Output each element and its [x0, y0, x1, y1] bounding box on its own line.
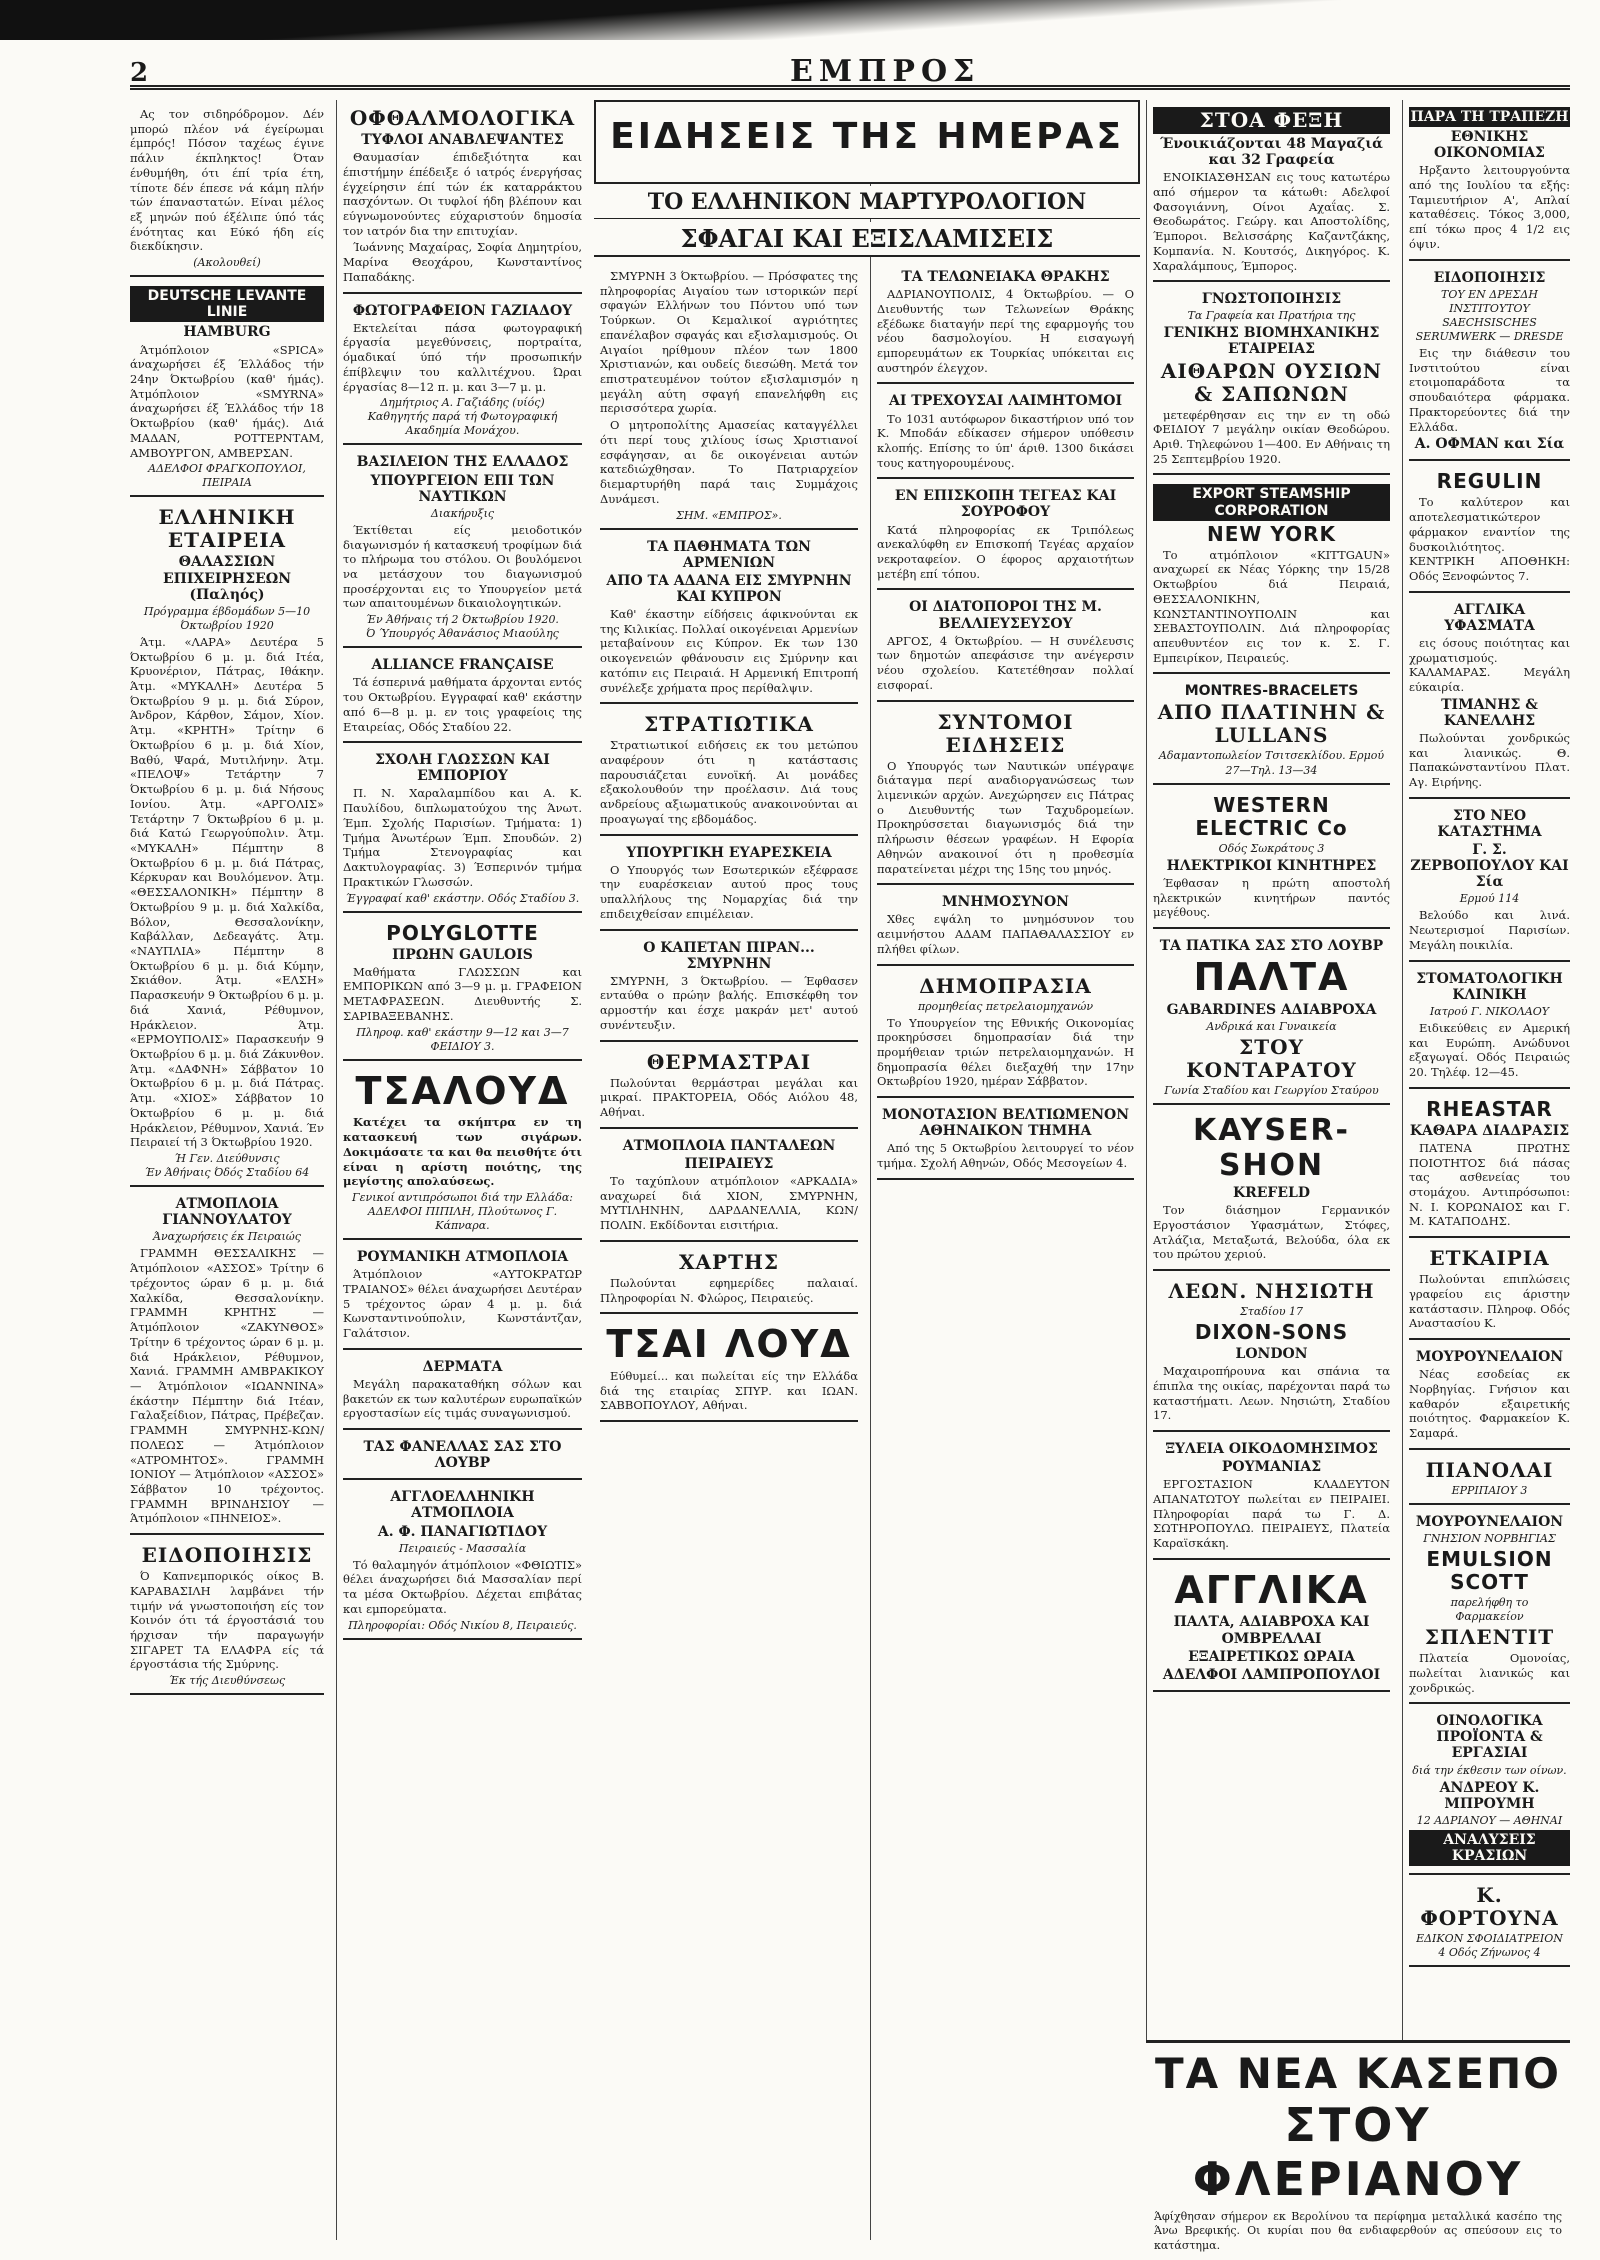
announce-title: ΓΝΩΣΤΟΠΟΙΗΣΙΣ [1201, 291, 1342, 308]
stoa-text: ΕΝΟΙΚΙΑΣΘΗΣΑΝ εις τους κατωτέρω από σήμερον τα κάτωθι: Αδελφοί Φασογιάννη, Οίνοι Αχαΐας. Σ. Θεοδωράτος. Γεώργ. και Αποστολίδης, Έμποροι. Βελισσάρης Καζαντζάκης, Κομπανία. Ν. Κουτσός, Δικηγόρος. Κ. Χαραλάμπους, Έμπορος. [1153, 170, 1390, 273]
polyglotte-text: Μαθήματα ΓΛΩΣΣΩΝ και ΕΜΠΟΡΙΚΩΝ από 3—9 μ. μ. ΓΡΑΦΕΙΟΝ ΜΕΤΑΦΡΑΣΕΩΝ. Διευθυντής Σ. ΣΑΡΙΒΑΞΕΒΑΝΗΣ. [343, 964, 582, 1023]
pasha-title: Ο ΚΑΠΕΤΑΝ ΠΙΡΑΝ... ΣΜΥΡΝΗΝ [643, 939, 815, 972]
column-2 [336, 100, 588, 2240]
levante-title: DEUTSCHE LEVANTE LINIE [130, 286, 324, 322]
announce-text: Τα Γραφεία και Πρατήρια της [1187, 309, 1356, 323]
wine-seller: ΑΝΔΡΕΟΥ Κ. ΜΠΡΟΥΜΗ [1439, 1779, 1540, 1812]
mouroun-text: Νέας εσοδείας εκ Νορβηγίας. Γνήσιον και καθαρόν εξαιρετικής ποιότητος. Φαρμακείον Κ. Σαμαρά. [1409, 1367, 1570, 1440]
fleriano-line-2: ΣΤΟΥ ΦΛΕΡΙΑΝΟΥ [1192, 2098, 1524, 2206]
tsaloud-agent: Γενικοί αντιπρόσωποι διά την Ελλάδα: ΑΔΕΛΦΟΙ ΠΙΠΙΛΗ, Πλούτωνος Γ. Κάπναρα. [351, 1190, 574, 1233]
levante-text: Άτμόπλοιον «SPICA» άναχωρήσει έξ Έλλάδος τήν 24ην Όκτωβρίου (καθ' ήμάς). Άτμόπλοιον «SMYRNA» άναχωρήσει έξ Έλλάδος τήν 18 Όκτωβρίου (καθ' ήμάς). Διά ΜΑΔΑΝ, ΡΟΤΤΕΡΝΤΑΜ, ΑΜΒΟΥΡΓΟΝ, ΑΜΒΕΡΣΑΝ. [130, 342, 324, 460]
leather-text: Μεγάλη παρακαταθήκη σόλων και βακετών εκ των καλυτέρων ευρωπαϊκών εργοστασίων είς τιμάς συναγωνισμού. [343, 1377, 582, 1421]
bank-title: ΠΑΡΑ ΤΗ ΤΡΑΠΕΖΗ [1409, 107, 1570, 127]
company-text: Πωλούνται επιπλώσεις γραφείου εις άριστην κατάστασιν. Πληροφ. Οδός Αναστασίου Κ. [1409, 1272, 1570, 1331]
western-subtitle: ΗΛΕΚΤΡΙΚΟΙ ΚΙΝΗΤΗΡΕΣ [1166, 857, 1377, 874]
watches-title: MONTRES-BRACELETS [1184, 683, 1359, 700]
stoa-title: ΣΤΟΑ ΦΕΞΗ [1153, 107, 1390, 134]
photo-address: Καθηγητής παρά τή Φωτογραφική Ακαδημία Μονάχου. [367, 410, 558, 438]
levante-agents: ΑΔΕΛΦΟΙ ΦΡΑΓΚΟΠΟΥΛΟΙ, ΠΕΙΡΑΙΑ [148, 462, 306, 490]
timanis-title: ΤΙΜΑΝΗΣ & ΚΑΝΕΛΛΗΣ [1441, 696, 1538, 729]
auction-subtitle: προμηθείας πετρελαιομηχανών [917, 999, 1094, 1013]
cabinet-text: Ο Υπουργός των Εσωτερικών εξέφρασε την ευαρέσκειαν αυτού προς τους υπαλλήλους της Νομαρχίας διά την επιδειχθείσαν επιμέλειαν. [600, 862, 858, 921]
fleriano-ad [1146, 2040, 1570, 2252]
tsai-text: Εύθυμεί... και πωλείται είς την Ελλάδα διά της εταιρίας ΣΠΥΡ. και ΙΩΑΝ. ΣΑΒΒΟΠΟΥΛΟΥ, Αθήναι. [600, 1368, 858, 1413]
new-shop-subtitle: Γ. Σ. ΖΕΡΒΟΠΟΥΛΟΥ ΚΑΙ Σία [1410, 842, 1569, 891]
papers-text: Πωλούνται εφημερίδες παλαιαί. Πληροφορίαι Ν. Φλώρος, Πειραιεύς. [600, 1275, 858, 1305]
column-4 [870, 100, 1140, 2240]
main-headline: ΤΟ ΕΛΛΗΝΙΚΟΝ ΜΑΡΤΥΡΟΛΟΓΙΟΝ [594, 186, 1140, 219]
dixon-title: DIXON-SONS [1194, 1320, 1349, 1345]
romanian-title: ΡΟΥΜΑΝΙΚΗ ΑΤΜΟΠΛΟΙΑ [356, 1249, 569, 1266]
giannoulatos-title: ΑΤΜΟΠΛΟΙΑ ΓΙΑΝΝΟΥΛΑΤΟΥ [162, 1196, 292, 1229]
fortouna-title: Κ. ΦΟΡΤΟΥΝΑ [1420, 1883, 1559, 1931]
mouroun-title: ΜΟΥΡΟΥΝΕΛΑΙΟΝ [1415, 1348, 1564, 1365]
column-6 [1402, 100, 1570, 2240]
timanis-text: Πωλούνται χονδρικώς και λιανικώς. Θ. Παπακώνσταντίνου Πλατ. Αγ. Ειρήνης. [1409, 730, 1570, 790]
belisarios-text: ΑΡΓΟΣ, 4 Όκτωβρίου. — Η συνέλευσις των δημοτών απεφάσισε την ανέγερσιν νέου σχολείου. Κατετέθησαν πολλαί εισφοραί. [877, 633, 1134, 692]
memorial-title: ΜΝΗΜΟΣΥΝΟΝ [942, 894, 1069, 911]
tsai-title: ΤΣΑΙ ΛΟΥΔ [606, 1322, 852, 1367]
fleriano-text: Άφίχθησαν σήμερον εκ Βερολίνου τα περίφημα μεταλλικά κασέπο της Άνω Βρεφικής. Οι κυρίαι που θα ενδιαφερθούν ας σπεύσουν εις το κατάστημα. [1154, 2210, 1562, 2252]
ophth-text: Θαυμασίαν έπιδεξιότητα και έπιστήμην έπέδειξε ό ιατρός ένεργήσας έγχείρησιν έπί τών έκ καταρράκτου πασχόντων. Οι τυφλοί ήδη βλέπουν και εύγνωμονούντες εύχαριστούν δημοσία τον ιατρόν δια την επιτυχίαν. [343, 150, 582, 238]
piano-title: ΠΙΑΝΟΛΑΙ [1425, 1457, 1554, 1482]
masthead: ΕΜΠΡΟΣ [790, 54, 981, 89]
nisioti-title: ΛΕΩΝ. ΝΗΣΙΩΤΗ [1168, 1278, 1375, 1303]
kayser-text: Τον διάσημον Γερμανικόν Εργοστάσιον Υφασμάτων, Στόφες, Ατλάζια, Μεταξωτά, Βελούδα, όλα εκ του πρώτου χεριού. [1153, 1203, 1390, 1262]
army-title: ΣΤΡΑΤΙΩΤΙΚΑ [644, 712, 814, 737]
hellenic-direction: Ή Γεν. Διεύθυνσις [174, 1152, 280, 1166]
regulin-text: Το καλύτερον και αποτελεσματικώτερον φάρμακον εναντίον της δυσκοιλιότητος. ΚΕΝΤΡΙΚΗ ΑΠΟΘΗΚΗ: Οδός Ξενοφώντος 7. [1409, 495, 1570, 583]
school-address: Έγγραφαί καθ' εκάστην. Οδός Σταδίου 3. [345, 891, 580, 905]
navy-date: Έν Άθήναις τή 2 Όκτωβρίου 1920. [366, 613, 559, 627]
cabinet-title: ΥΠΟΥΡΓΙΚΗ ΕΥΑΡΕΣΚΕΙΑ [626, 844, 832, 861]
navy-label: Διακήρυξις [430, 506, 495, 520]
coats-subtitle: GABARDINES ΑΔΙΑΒΡΟΧΑ [1166, 1001, 1377, 1018]
monotype-title: ΜΟΝΟΤΑΣΙΟΝ ΒΕΛΤΙΩΜΕΝΟΝ ΑΘΗΝΑΙΚΟΝ ΤΗΜΗΑ [881, 1107, 1130, 1140]
emulsion-line: παρελήφθη το [1450, 1595, 1529, 1609]
piano-subtitle: ΕΡΡΙΠΑΙΟΥ 3 [1451, 1483, 1528, 1497]
wine-title: ΟΙΝΟΛΟΓΙΚΑ ΠΡΟΪΟΝΤΑ & ΕΡΓΑΣΙΑΙ [1436, 1713, 1543, 1762]
page-header [130, 56, 1570, 90]
notice-body: Εις την διάθεσιν του Ινστιτούτου είναι ετοιμοπαράδοτα τα σπουδαιότερα φάρμακα. Πρακτορεύοντες διά την Ελλάδα. [1409, 346, 1570, 434]
hellenic-subtitle: ΘΑΛΑΣΣΙΩΝ ΕΠΙΧΕΙΡΗΣΕΩΝ (Παληός) [162, 554, 292, 603]
bank-text: Ηρξαντο λειτουργούντα από της Ιουλίου τα εξής: Ταμιευτήριον Α', Απλαί καταθέσεις. Τόκος 3,000, επί τόκω προς 4 1/2 εις όψιν. [1409, 163, 1570, 251]
rheastar-title: RHEASTAR [1426, 1096, 1553, 1121]
monotype-text: Από της 5 Οκτωβρίου λειτουργεί το νέον τμήμα. Σχολή Αθηνών, Οδός Μεσογείων 4. [877, 1141, 1134, 1171]
news-sign: ΣΗΜ. «ΕΜΠΡΟΣ». [676, 508, 782, 522]
wood-text: ΕΡΓΟΣΤΑΣΙΟΝ ΚΛΑΔΕΥΤΟΝ ΑΠΑΝΑΤΩΤΟΥ πωλείται εν ΠΕΙΡΑΙΕΙ. Πληροφορίαι παρά τω Γ. Δ. ΣΩΤΗΡΟΠΟΥΛΩ. ΠΕΙΡΑΙΕΥΣ, Πλατεία Καραϊσκάκη. [1153, 1477, 1390, 1551]
thrace-text: ΑΔΡΙΑΝΟΥΠΟΛΙΣ, 4 Όκτωβρίου. — Ο Διευθυντής των Τελωνείων Θράκης εξέδωκε διαταγήν περί της εφαρμογής του νέου δασμολογίου. Η εισαγωγή εμπορευμάτων εκ Τουρκίας υπόκειται εις αυστηρόν έλεγχον. [877, 287, 1134, 375]
dental-title: ΣΤΟΜΑΤΟΛΟΓΙΚΗ ΚΛΙΝΙΚΗ [1416, 970, 1563, 1003]
new-shop-title: ΣΤΟ ΝΕΟ ΚΑΤΑΣΤΗΜΑ [1437, 807, 1542, 840]
alliance-text: Τά έσπερινά μαθήματα άρχονται εντός του Οκτωβρίου. Εγγραφαί καθ' εκάστην από 6—8 μ. μ. εν τοις γραφείοις της Εταιρείας, Οδός Σταδίου 22. [343, 675, 582, 734]
navy-title: ΒΑΣΙΛΕΙΟΝ ΤΗΣ ΕΛΛΑΔΟΣ [356, 454, 569, 471]
dixon-city: LONDON [1235, 1346, 1308, 1363]
thrace-title: ΤΑ ΤΕΛΩΝΕΙΑΚΑ ΘΡΑΚΗΣ [901, 269, 1110, 285]
rheastar-text: ΠΑΤΕΝΑ ΠΡΩΤΗΣ ΠΟΙΟΤΗΤΟΣ διά πάσας τας ασθενείας του στομάχου. Αντιπρόσωποι: Ν. Ι. ΚΟΡΩΝΑΙΟΣ και Γ. Μ. ΚΑΤΑΠΟΔΗΣ. [1409, 1140, 1570, 1229]
scan-edge-band [0, 0, 1600, 40]
leather-title: ΔΕΡΜΑΤΑ [422, 1358, 503, 1375]
pasha-text: ΣΜΥΡΝΗ, 3 Όκτωβρίου. — Έφθασεν ενταύθα ο πρώην βαλής. Επισκέφθη τον αρμοστήν και έσχε μακράν μετ' αυτού συνέντευξιν. [600, 973, 858, 1032]
notices-title: ΕΙΔΟΠΟΙΗΣΙΣ [141, 1543, 313, 1568]
notice-subtitle: ΤΟΥ ΕΝ ΔΡΕΣΔΗ ΙΝΣΤΙΤΟΥΤΟΥ SAECHSISCHES SERUMWERK — DRESDE [1415, 287, 1564, 343]
news-banner [594, 100, 1140, 184]
ophth-subtitle: ΤΥΦΛΟΙ ΑΝΑΒΛΕΨΑΝΤΕΣ [361, 132, 564, 148]
court-text: Κατά πληροφορίας εκ Τριπόλεως ανεκαλύφθη εν Επισκοπή Τεγέας αρχαίον νεκροταφείον. Ο έφορος αρχαιοτήτων μετέβη επί τόπου. [877, 522, 1134, 581]
polyglotte-title: POLYGLOTTE [386, 920, 539, 945]
wood-title: ΞΥΛΕΙΑ ΟΙΚΟΔΟΜΗΣΙΜΟΣ [1165, 1441, 1378, 1458]
news-banner-title: ΕΙΔΗΣΕΙΣ ΤΗΣ ΗΜΕΡΑΣ [610, 116, 1124, 157]
emulsion-title: EMULSION SCOTT [1426, 1546, 1553, 1594]
english-subtitle-2: ΕΞΑΙΡΕΤΙΚΩΣ ΩΡΑΙΑ [1188, 1648, 1355, 1665]
wine-text: διά την έκθεσιν των οίνων. [1412, 1763, 1567, 1777]
kontaratos-address: Γωνία Σταδίου και Γεωργίου Σταύρου [1164, 1083, 1379, 1097]
pantaleon-text: Το ταχύπλουν ατμόπλοιον «ΑΡΚΑΔΙΑ» αναχωρεί διά ΧΙΟΝ, ΣΜΥΡΝΗΝ, ΜΥΤΙΛΗΝΗΝ, ΔΑΡΔΑΝΕΛΛΙΑ, ΚΩΝ/ΠΟΛΙΝ. Εκδίδονται εισιτήρια. [600, 1173, 858, 1233]
anglo-subtitle: Α. Φ. ΠΑΝΑΓΙΩΤΙΔΟΥ [377, 1523, 548, 1540]
kayser-title: KAYSER-SHON [1193, 1113, 1350, 1183]
polyglotte-address: Πληροφ. καθ' εκάστην 9—12 και 3—7 ΦΕΙΔΙΟΥ 3. [356, 1025, 569, 1053]
english-textiles-text: εις όσους ποιότητας και χρωματισμούς. ΚΑΛΑΜΑΡΑΣ. Μεγάλη εύκαιρία. [1409, 635, 1570, 695]
bandits-title: ΑΙ ΤΡΕΧΟΥΣΑΙ ΛΑΙΜΗΤΟΜΟΙ [889, 393, 1122, 410]
nisioti-address: Σταδίου 17 [1239, 1304, 1304, 1318]
giannoulatos-text: ΓΡΑΜΜΗ ΘΕΣΣΑΛΙΚΗΣ — Άτμόπλοιον «ΑΣΣΟΣ» Τρίτην 6 τρέχοντος ώραν 6 μ. μ. διά Χαλκίδα, Θεσσαλονίκην. ΓΡΑΜΜΗ ΚΡΗΤΗΣ — Άτμόπλοιον «ΖΑΚΥΝΘΟΣ» Τρίτην 6 τρέχοντος ώραν 6 μ. μ. διά Ηράκλειον, Ρέθυμνον, Χανιά. ΓΡΑΜΜΗ ΑΜΒΡΑΚΙΚΟΥ — Άτμόπλοιον «ΙΩΑΝΝΙΝΑ» έκάστην Πέμπτην διά Ιτέαν, Γαλαξείδιον, Πάτρας, Πρέβεζαν. ΓΡΑΜΜΗ ΣΜΥΡΝΗΣ-ΚΩΝ/ΠΟΛΕΩΣ — Άτμόπλοιον «ΑΤΡΟΜΗΤΟΣ». ΓΡΑΜΜΗ ΙΟΝΙΟΥ — Άτμόπλοιον «ΑΣΣΟΣ» Σάββατον 10 τρέχοντος. ΓΡΑΜΜΗ ΒΡΙΝΔΗΣΙΟΥ — Άτμόπλοιον «ΠΗΝΕΙΟΣ». [130, 1246, 324, 1526]
romanian-text: Άτμόπλοιον «ΑΥΤΟΚΡΑΤΩΡ ΤΡΑΙΑΝΟΣ» θέλει άναχωρήσει Δευτέραν 5 τρέχοντος ώραν 4 μ. μ. διά Κωνσταντινούπολιν, Κωνστάντζαν, Γαλάτσιον. [343, 1267, 582, 1341]
rheastar-subtitle: ΚΑΘΑΡΑ ΔΙΑΔΡΑΣΙΣ [1409, 1122, 1570, 1139]
wine-address: 12 ΑΔΡΙΑΝΟΥ — ΑΘΗΝΑΙ [1416, 1813, 1563, 1827]
coats-title: ΠΑΛΤΑ [1193, 955, 1350, 1000]
therm-text: Πωλούνται θερμάστραι μεγάλαι και μικραί. ΠΡΑΚΤΟΡΕΙΑ, Οδός Αιόλου 48, Αθήναι. [600, 1075, 858, 1120]
fortouna-address: 4 Οδός Ζήνωνος 4 [1438, 1946, 1541, 1960]
school-text: Π. Ν. Χαραλαμπίδου και Α. Κ. Παυλίδου, διπλωματούχου της Άνωτ. Έμπ. Σχολής Παρισίων. Τμήματα: 1) Τμήμα Άνωτέρων Έμπ. Σπουδών. 2) Τμήμα Στενογραφίας και Δακτυλογραφίας. 3) Έσπερινόν τμήμα Πρακτικών Γλωσσών. [343, 786, 582, 889]
company-title: ΕΤΚΑΙΡΙΑ [1429, 1246, 1550, 1271]
english-subtitle: ΠΑΛΤΑ, ΑΔΙΑΒΡΟΧΑ ΚΑΙ ΟΜΒΡΕΛΛΑΙ [1173, 1614, 1370, 1647]
hellenic-office: Έν Άθήναις Όδός Σταδίου 64 [144, 1166, 310, 1180]
ophth-names: Ίωάννης Μαχαίρας, Σοφία Δημητρίου, Μαρίνα Θεοχάρου, Κωνσταντίνος Παπαδάκης. [343, 240, 582, 284]
alliance-title: ALLIANCE FRANÇAISE [371, 657, 554, 674]
navy-sign: Ό Ύπουργός Άθανάσιος Μιαούλης [366, 627, 559, 641]
cod-subtitle: ΓΝΗΣΙΟΝ ΝΟΡΒΗΓΙΑΣ [1423, 1531, 1556, 1545]
soap-title: ΑΙΘΑΡΩΝ ΟΥΣΙΩΝ & ΣΑΠΩΝΩΝ [1160, 358, 1383, 406]
armenia-subtitle: ΑΠΟ ΤΑ ΑΔΑΝΑ ΕΙΣ ΣΜΥΡΝΗΝ ΚΑΙ ΚΥΠΡΟΝ [606, 572, 852, 605]
notice-agent: Α. ΟΦΜΑΝ και Σία [1414, 436, 1565, 453]
flannels-title: ΤΑΣ ΦΑΝΕΛΛΑΣ ΣΑΣ ΣΤΟ ΛΟΥΒΡ [363, 1439, 562, 1472]
page-number: 2 [130, 58, 149, 88]
stoa-subtitle: Ένοικιάζονται 48 Μαγαζιά και 32 Γραφεία [1160, 136, 1383, 169]
kontaratos-title: ΣΤΟΥ ΚΟΝΤΑΡΑΤΟΥ [1186, 1034, 1357, 1082]
soap-company: ΓΕΝΙΚΗΣ ΒΙΟΜΗΧΑΝΙΚΗΣ ΕΤΑΙΡΕΙΑΣ [1163, 325, 1380, 358]
wine-subtitle: ΑΝΑΛΥΣΕΙΣ ΚΡΑΣΙΩΝ [1409, 1830, 1570, 1866]
papers-title: ΧΑΡΤΗΣ [679, 1249, 779, 1274]
kayser-city: KREFELD [1232, 1185, 1311, 1201]
anglo-address: Πληροφορίαι: Οδός Νικίου 8, Πειραιεύς. [348, 1618, 577, 1632]
belisarios-title: ΟΙ ΔΙΑΤΟΠΟΡΟΙ ΤΗΣ Μ. ΒΕΛΛΙΕΥΣΕΥΣΟΥ [909, 599, 1102, 632]
notice-title: ΕΙΔΟΠΟΙΗΣΙΣ [1433, 269, 1546, 286]
column-5 [1146, 100, 1396, 2240]
regulin-title: REGULIN [1436, 469, 1543, 494]
coats-line: Ανδρικά και Γυναικεία [1206, 1019, 1337, 1033]
english-title: ΑΓΓΛΙΚΑ [1174, 1567, 1369, 1612]
armenia-title: ΤΑ ΠΑΘΗΜΑΤΑ ΤΩΝ ΑΡΜΕΝΙΩΝ [647, 538, 811, 571]
brief-text: Ο Υπουργός των Ναυτικών υπέγραψε διάταγμα περί αναδιοργανώσεως των λιμενικών αρχών. Ανεχώρησεν εις Πάτρας ο Διευθυντής των Ταχυδρομείων. Προκηρύσσεται διαγωνισμός διά την πλήρωσιν θέσεων γραφέων. Η Εφορία Αθηνών ανακοινοί ότι η προθεσμία παρατείνεται μέχρι της 15ης του μηνός. [877, 758, 1134, 876]
news-lead-2: Ο μητροπολίτης Αμασείας καταγγέλλει ότι περί τους χιλίους ίσως Χριστιανοί εσφάγησαν, αι δε οικογένειαι αυτών κατεδιώχθησαν. Το Πατριαρχείον διεμαρτυρήθη παρά ταις Συμμάχοις Δυνάμεσι. [600, 418, 858, 506]
giannoulatos-subtitle: Άναχωρήσεις έκ Πειραιώς [153, 1230, 301, 1244]
new-shop-address: Ερμού 114 [1459, 892, 1520, 906]
soap-text: μετεφέρθησαν εις την εν τη οδώ ΦΕΙΔΙΟΥ 7 μεγάλην οικίαν Θεοδώρου. Αριθ. Τηλεφώνου 1—400. Εν Αθήναις τη 25 Σεπτεμβρίου 1920. [1153, 407, 1390, 466]
polyglotte-subtitle: ΠΡΩΗΝ GAULOIS [392, 946, 533, 963]
pantaleon-city: ΠΕΙΡΑΙΕΥΣ [684, 1155, 774, 1172]
splendid-text: Πλατεία Ομονοίας, πωλείται λιανικώς και χονδρικώς. [1409, 1651, 1570, 1695]
anglo-title: ΑΓΓΛΟΕΛΛΗΝΙΚΗ ΑΤΜΟΠΛΟΙΑ [390, 1489, 535, 1522]
column-1 [130, 100, 330, 2240]
pantaleon-title: ΑΤΜΟΠΛΟΙΑ ΠΑΝΤΑΛΕΩΝ [622, 1137, 836, 1154]
tsaloud-title: ΤΣΑΛΟΥΔ [355, 1068, 570, 1113]
hellenic-schedule: Άτμ. «ΛΑΡΑ» Δευτέρα 5 Όκτωβρίου 6 μ. μ. διά Ιτέα, Κρυονέριον, Πάτρας, Ιθάκην. Άτμ. «ΜΥΚΑΛΗ» Δευτέρα 5 Όκτωβρίου 9 μ. μ. διά Σύρον, Άνδρον, Κάρθον, Σάμον, Χίον. Άτμ. «ΚΡΗΤΗ» Τρίτην 6 Όκτωβρίου 6 μ. μ. διά Χίον, Βαθύ, Ψαρά, Μυτιλήνην. Άτμ. «ΠΕΛΟΨ» Τετάρτην 7 Όκτωβρίου 6 μ. μ. διά Νήσους Ιονίου. Άτμ. «ΑΡΓΟΛΙΣ» Τετάρτην 7 Όκτωβρίου 6 μ. μ. διά Κατώ Γεωργούπολιν. Άτμ. «ΜΥΚΑΛΗ» Πέμπτην 8 Όκτωβρίου 6 μ. μ. διά Πάτρας, Κέρκυραν και Βουλόμενον. Άτμ. «ΘΕΣΣΑΛΟΝΙΚΗ» Πέμπτην 8 Όκτωβρίου 9 μ. μ. διά Χαλκίδα, Βόλον, Θεσσαλονίκην, Καβάλλαν, Δεδεαγάτς. Άτμ. «ΝΑΥΠΛΙΑ» Πέμπτην 8 Όκτωβρίου 6 μ. μ. διά Κύμην, Σκιάθον. Άτμ. «ΕΛΣΗ» Παρασκευήν 9 Όκτωβρίου 6 μ. μ. διά Χανιά, Ρέθυμνον, Ηράκλειον. Άτμ. «ΕΡΜΟΥΠΟΛΙΣ» Παρασκευήν 9 Όκτωβρίου 6 μ. μ. διά Ζάκυνθον. Άτμ. «ΔΑΦΝΗ» Σάββατον 10 Όκτωβρίου 6 μ. μ. διά Πάτρας. Άτμ. «ΧΙΟΣ» Σάββατον 10 Όκτωβρίου 6 μ. μ. διά Ηράκλειον, Ρέθυμνον, Χανιά. Έν Πειραιεί τή 3 Όκτωβρίου 1920. [130, 634, 324, 1150]
army-text: Στρατιωτικοί ειδήσεις εκ του μετώπου αναφέρουν ότι η κατάστασις παρουσιάζεται ευνοϊκή. Αι μονάδες εξακολουθούν την προέλασιν. Διά τους ανδρείους αξιωματικούς ανακοινούνται αι προαγωγαί της εβδομάδος. [600, 738, 858, 826]
navy-text: Έκτίθεται είς μειοδοτικόν διαγωνισμόν ή κατασκευή τροφίμων διά το πλήρωμα του στόλου. Οι βουλόμενοι να μετάσχουν του διαγωνισμού προσέρχονται εις το Υπουργείον μετά των απαιτουμένων δικαιολογητικών. [343, 522, 582, 611]
cod-title: ΜΟΥΡΟΥΝΕΛΑΙΟΝ [1415, 1513, 1564, 1530]
watches-text: Αδαμαντοπωλείον Τσιτσεκλίδου. Ερμού 27—Τηλ. 13—34 [1158, 749, 1385, 777]
photo-title: ΦΩΤΟΓΡΑΦΕΙΟΝ ΓΑΖΙΑΔΟΥ [352, 302, 573, 319]
navy-subtitle: ΥΠΟΥΡΓΕΙΟΝ ΕΠΙ ΤΩΝ ΝΑΥΤΙΚΩΝ [370, 472, 555, 505]
hellenic-dates: Πρόγραμμα έβδομάδων 5—10 Όκτωβρίου 1920 [143, 604, 311, 632]
hellenic-title: ΕΛΛΗΝΙΚΗ ΕΤΑΙΡΕΙΑ [158, 505, 296, 553]
photo-text: Εκτελείται πάσα φωτογραφική έργασία μεγεθύνσεις, πορτραίτα, όμαδικαί ύπό τήν προσωπικήν έπίβλεψιν του καλλιτέχνου. Ώραι έργασίας 8—12 π. μ. και 3—7 μ. μ. [343, 320, 582, 394]
serial-signature: (Ακολουθεί) [193, 256, 261, 270]
ophth-title: ΟΦΘΑΛΜΟΛΟΓΙΚΑ [349, 106, 576, 130]
western-title: WESTERN ELECTRIC Co [1195, 792, 1348, 840]
tsaloud-text: Κατέχει τα σκήπτρα εν τη κατασκευή των σιγάρων. Δοκιμάσατε τα και θα πεισθήτε ότι είναι η αρίστη ποιότης, της μεγίστης απολαύσεως. [343, 1115, 582, 1189]
western-text: Έφθασαν η πρώτη αποστολή ηλεκτρικών κινητήρων παντός μεγέθους. [1153, 875, 1390, 920]
bank-subtitle: ΕΘΝΙΚΗΣ ΟΙΚΟΝΟΜΙΑΣ [1434, 129, 1545, 162]
western-address: Οδός Σωκράτους 3 [1218, 841, 1325, 855]
steamship-title: EXPORT STEAMSHIP CORPORATION [1153, 484, 1390, 520]
fortouna-subtitle: ΕΔΙΚΟΝ ΣΦΟΙΔΙΑΤΡΕΙΟΝ [1416, 1932, 1563, 1946]
watches-subtitle: ΑΠΟ ΠΛΑΤΙΝΗΝ & LULLANS [1157, 700, 1386, 748]
serial-story-text: Ας τον σιδηρόδρομον. Δέν μπορώ πλέον νά έγείρωμαι έμπρός! Πόσον ταχέως έγινε πάλιν έκπληκτος! Όταν ένθυμήθη, ότι έπί τρία έτη, τίποτε δέν έπεσε νά κάμη πλήν τών έπαναστατών. Είναι μέλος εξ μηνών πού έξέλιπε ύπό τάς ένότητας και Εύκό ήδη είς διεκδίκησιν. [130, 107, 324, 254]
brief-title: ΣΥΝΤΟΜΟΙ ΕΙΔΗΣΕΙΣ [937, 709, 1074, 757]
fleriano-line-1: ΤΑ ΝΕΑ ΚΑΣΕΠΟ [1154, 2049, 1562, 2098]
dental-text: Ειδικεύθεις εν Αμερική και Ευρώπη. Ανώδυνοι εξαγωγαί. Οδός Πειραιώς 20. Τηλέφ. 12—45. [1409, 1020, 1570, 1079]
court-title: ΕΝ ΕΠΙΣΚΟΠΗ ΤΕΓΕΑΣ ΚΑΙ ΣΟΥΡΟΦΟΥ [894, 488, 1117, 521]
auction-text: Το Υπουργείον της Εθνικής Οικονομίας προκηρύσσει δημοπρασίαν διά την προμήθειαν τριών πετρελαιομηχανών. Η δημοπρασία θέλει διεξαχθή την 17ην Οκτωβρίου 1920, ημέραν Σάββατον. [877, 1015, 1134, 1089]
notices-text: Ό Καπνεμπορικός οίκος Β. ΚΑΡΑΒΑΣΙΛΗ λαμβάνει τήν τιμήν νά γνωστοποιήση είς τον Κοινόν ότι τά έργοστάσιά του ήρχισαν τήν παραγωγήν ΣΙΓΑΡΕΤ ΤΑ ΕΛΑΦΡΑ είς τά έργοστάσια τής Σμύρνης. [130, 1569, 324, 1672]
therm-title: ΘΕΡΜΑΣΤΡΑΙ [646, 1049, 812, 1074]
anglo-route: Πειραιεύς - Μασσαλία [398, 1541, 527, 1555]
main-subheadline: ΣΦΑΓΑΙ ΚΑΙ ΕΞΙΣΛΑΜΙΣΕΙΣ [594, 222, 1140, 257]
louvre-title: ΤΑ ΠΑΤΙΚΑ ΣΑΣ ΣΤΟ ΛΟΥΒΡ [1159, 937, 1384, 954]
dixon-text: Μαχαιροπήρουνα και σπάνια τα έπιπλα της οικίας, παρέχονται παρά τω καταστήματι. Λεων. Νησιώτη, Σταδίου 17. [1153, 1364, 1390, 1423]
bandits-text: Το 1031 αυτόφωρον δικαστήριον υπό τον Κ. Μποδάν εδίκασεν σήμερον υπόθεσιν κλοπής. Επίσης το ύπ' άριθ. 1300 δικάσει τους κατηγορουμένους. [877, 411, 1134, 470]
notices-sign: Έκ τής Διευθύνσεως [168, 1674, 286, 1688]
emulsion-pharmacy: Φαρμακείον [1455, 1609, 1524, 1623]
auction-title: ΔΗΜΟΠΡΑΣΙΑ [919, 973, 1092, 998]
armenia-text: Καθ' έκαστην είδήσεις άφικνούνται εκ της Κιλικίας. Πολλαί οικογένειαι Αρμενίων μεταβαίνουν εις Κύπρον. Εκ των 130 οικογενειών φθάνουσιν εις Σμύρνην και κατόπιν εις Πειραιά. Η Αρμενική Επιτροπή συνέλεξε χρήματα προς περίθαλψιν. [600, 606, 858, 695]
anglo-text: Τό θαλαμηγόν άτμόπλοιον «ΦΘΙΩΤΙΣ» θέλει άναχωρήσει διά Μασσαλίαν περί τα μέσα Οκτωβρίου. Δέχεται επιβάτας και εμπορεύματα. [343, 1557, 582, 1616]
column-3 [594, 100, 864, 2240]
new-shop-text: Βελούδο και λινά. Νεωτερισμοί Παρισίων. Μεγάλη ποικιλία. [1409, 908, 1570, 952]
steamship-city: NEW YORK [1206, 521, 1337, 546]
english-seller: ΑΔΕΛΦΟΙ ΛΑΜΠΡΟΠΟΥΛΟΙ [1162, 1666, 1381, 1683]
school-title: ΣΧΟΛΗ ΓΛΩΣΣΩΝ ΚΑΙ ΕΜΠΟΡΙΟΥ [375, 752, 550, 785]
english-textiles-title: ΑΓΓΛΙΚΑ ΥΦΑΣΜΑΤΑ [1444, 601, 1535, 634]
splendid-title: ΣΠΛΕΝΤΙΤ [1424, 1625, 1555, 1650]
photo-sign: Δημήτριος Α. Γαζιάδης (υίός) [380, 396, 545, 410]
memorial-text: Χθες εψάλη το μνημόσυνον του αειμνήστου ΑΔΑΜ ΠΑΠΑΘΑΛΑΣΣΙΟΥ εν πλήθει φίλων. [877, 912, 1134, 956]
steamship-text: Το ατμόπλοιον «KITTGAUN» αναχωρεί εκ Νέας Υόρκης την 15/28 Οκτωβρίου διά Πειραιά, ΘΕΣΣΑΛΟΝΙΚΗΝ, ΚΩΝΣΤΑΝΤΙΝΟΥΠΟΛΙΝ και ΣΕΒΑΣΤΟΥΠΟΛΙΝ. Διά πληροφορίας απευθυντέον εις τον κ. Σ. Γ. Εμπειρίκον, Πειραιεύς. [1153, 547, 1390, 665]
levante-hamburg: HAMBURG [183, 324, 271, 341]
news-lead: ΣΜΥΡΝΗ 3 Όκτωβρίου. — Πρόσφατες της πληροφορίας Αιγαίου των ιστορικών περί σφαγών Ελλήνων του Πόντου υπό των Τούρκων. Οι Κεμαλικοί αγριότητες επανέλαβον σφαγάς και εξισλαμισμούς. Οι Αιγαίοι ηρίθμουν πλέον των 1800 Χριστιανών, και ουδείς διεσώθη. Μετά τον επιστρατευμένον τούτον εξισλαμισμόν η μεγάλη αύτη σφαγή επανελήφθη εις περισσότερα χωρία. [600, 269, 858, 416]
dental-doctor: Ιατρού Γ. ΝΙΚΟΛΑΟΥ [1429, 1004, 1550, 1018]
wood-subtitle: ΡΟΥΜΑΝΙΑΣ [1221, 1459, 1322, 1476]
